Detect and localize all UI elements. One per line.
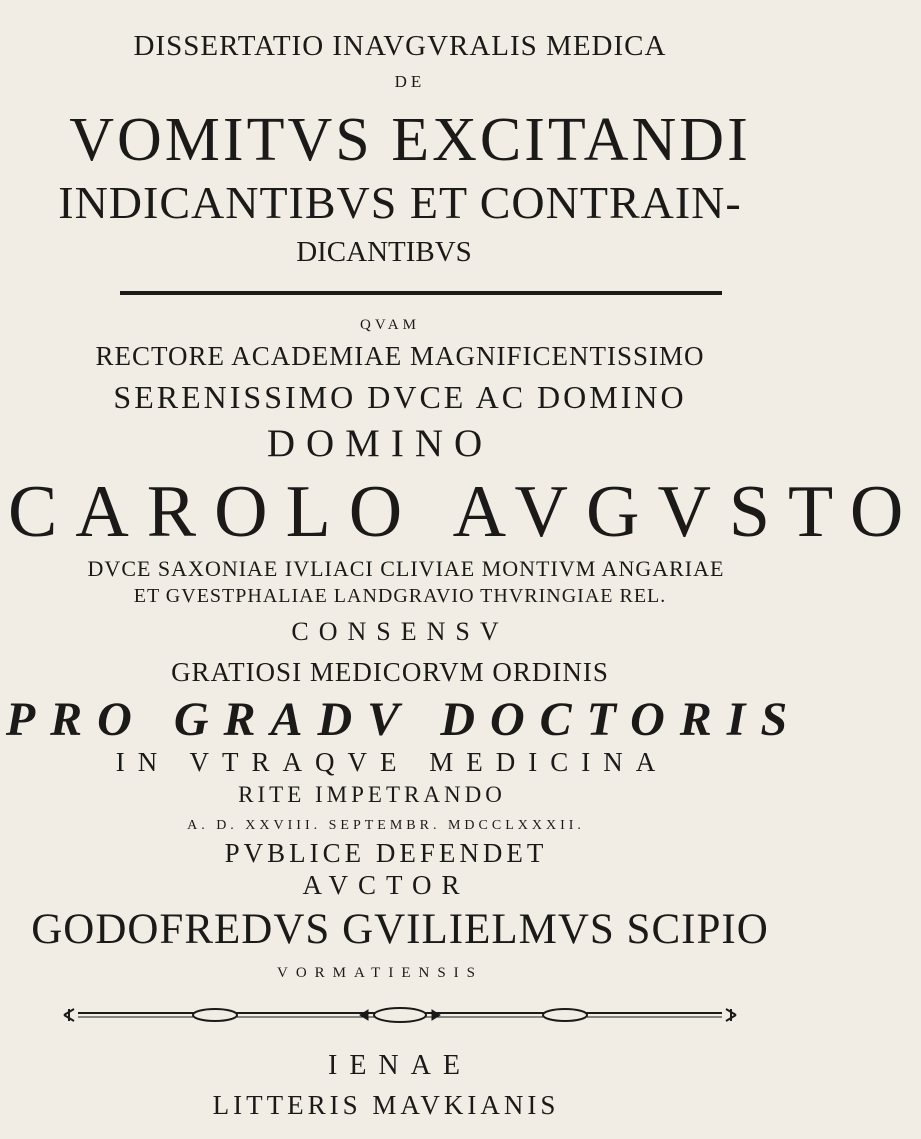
gratiosi-line: GRATIOSI MEDICORVM ORDINIS: [171, 657, 609, 687]
pvblice-line: PVBLICE DEFENDET: [224, 838, 548, 868]
rector-line-1: RECTORE ACADEMIAE MAGNIFICENTISSIMO: [95, 341, 705, 371]
printer-line: LITTERIS MAVKIANIS: [212, 1090, 560, 1120]
rite-line: RITE IMPETRANDO: [238, 782, 506, 807]
date-line: A. D. XXVIII. SEPTEMBR. MDCCLXXXII.: [187, 818, 585, 833]
in-vtraqve-line: IN VTRAQVE MEDICINA: [115, 747, 669, 777]
subject-line-1: VOMITVS EXCITANDI: [69, 106, 751, 174]
divider-rule: [120, 291, 722, 295]
origin-line: VORMATIENSIS: [276, 965, 483, 981]
avctor-line: AVCTOR: [302, 870, 470, 900]
titles-line-2: ET GVESTPHALIAE LANDGRAVIO THVRINGIAE REL.: [133, 585, 667, 607]
qvam-line: QVAM: [360, 317, 420, 333]
subject-line-3: DICANTIBVS: [296, 236, 472, 268]
consensv-line: CONSENSV: [291, 617, 509, 646]
dissertatio-heading: DISSERTATIO INAVGVRALIS MEDICA: [133, 30, 667, 62]
domino-line: DOMINO: [266, 422, 494, 465]
author-name: GODOFREDVS GVILIELMVS SCIPIO: [31, 906, 769, 953]
rector-line-2: SERENISSIMO DVCE AC DOMINO: [113, 379, 687, 415]
subject-line-2: INDICANTIBVS ET CONTRAIN-: [58, 177, 742, 228]
ornament-divider-icon: [60, 1005, 740, 1025]
de-line: DE: [394, 72, 426, 91]
carolo-augusto-line: CAROLO AVGVSTO: [8, 471, 921, 553]
pro-gradv-line: PRO GRADV DOCTORIS: [5, 693, 803, 746]
place-line: IENAE: [328, 1050, 472, 1081]
titles-line-1: DVCE SAXONIAE IVLIACI CLIVIAE MONTIVM ANGARIAE: [87, 556, 725, 581]
